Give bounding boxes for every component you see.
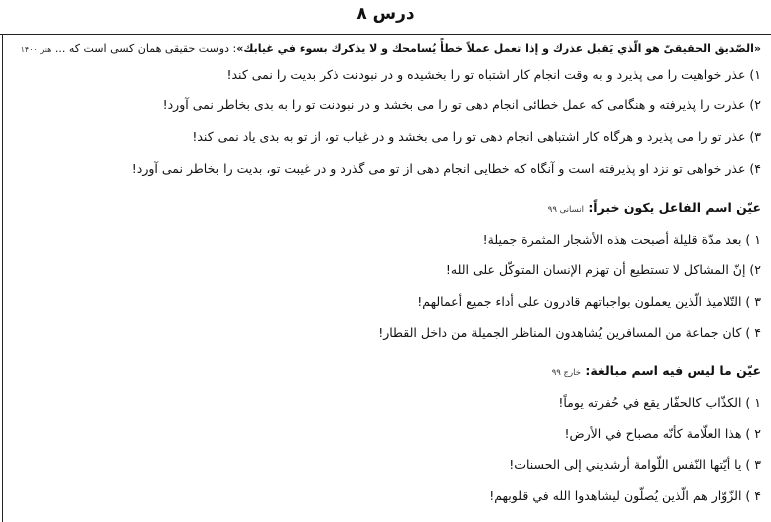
question-3-option-3: ۳ ) یا أیّتها النّفس اللّوامة أرشدیني إلی الحسنات! [509,457,761,472]
question-2-option-2: ۲) إنّ المشاکل لا تستطیع أن تهزم الإنسان المتوکّل علی الله! [445,262,761,277]
question-1-option-3: ۳) عذر تو را می پذیرد و هرگاه کار اشتباهی انجام دهی تو را می بخشد و در غیاب تو، از تو به بدی یاد نمی کند! [192,129,761,144]
question-1-prompt: : دوست حقیقی همان کسی است که ... [54,42,237,55]
question-3-option-4: ۴ ) الزّوّار هم الّذین یُصلّون لیشاهدوا الله في قلوبهم! [489,488,761,503]
page-border-left [2,34,3,522]
lesson-title: درس ۸ [356,4,415,24]
question-2-option-4: ۴ ) کان جماعة من المسافرین یُشاهدون المناظر الجمیلة من داخل القطار! [378,325,761,340]
question-1-option-1: ۱) عذر خواهیت را می پذیرد و به وقت انجام کار اشتباه تو را بخشیده و در نبودنت ذکر بدیت را نمی کند! [226,67,761,82]
question-2-option-1: ۱ ) بعد مدّة قلیلة أصبحت هذه الأشجار المثمرة جمیلة! [482,232,761,247]
question-2-option-3: ۳ ) التّلامیذ الّذین یعملون بواجباتهم قادرون علی أداء جمیع أعمالهم! [417,294,761,309]
question-3-option-2: ۲ ) هذا العلّامة کأنّه مصباح في الأرض! [564,426,761,441]
question-3-option-1: ۱ ) الکذّاب کالحفّار یقع في حُفرته یوماً! [558,395,761,410]
question-3-heading [12,362,761,382]
question-3 [12,0,761,520]
question-1-source: هنر ۱۴۰۰ [20,45,52,54]
question-3-heading-text: عیّن ما لیس فیه اسم مبالغة: [585,363,761,378]
question-1-option-2: ۲) عذرت را پذیرفته و هنگامی که عمل خطائی انجام دهی تو را می بخشد و در نبودنت تو را به بدی بخاطر نمی آورد! [162,97,761,112]
question-2-heading-text: عیّن اسم الفاعل یکون خبراً: [588,200,761,215]
question-1-option-4: ۴) عذر خواهی تو نزد او پذیرفته است و آنگاه که خطایی انجام دهی از تو می گذرد و در غیبت تو، بدیت را بخاطر نمی آورد! [131,161,761,176]
question-1-quote: «الصّدیق الحقیقیّ هو الّذي یَقبل عذرك و إذا تعمل عملاً خطأً یُسامحك و لا یذکرك بسوء في غیابك» [236,42,761,55]
question-2-source: انسانی ۹۹ [547,205,584,215]
question-3-source: خارج ۹۹ [551,368,581,378]
